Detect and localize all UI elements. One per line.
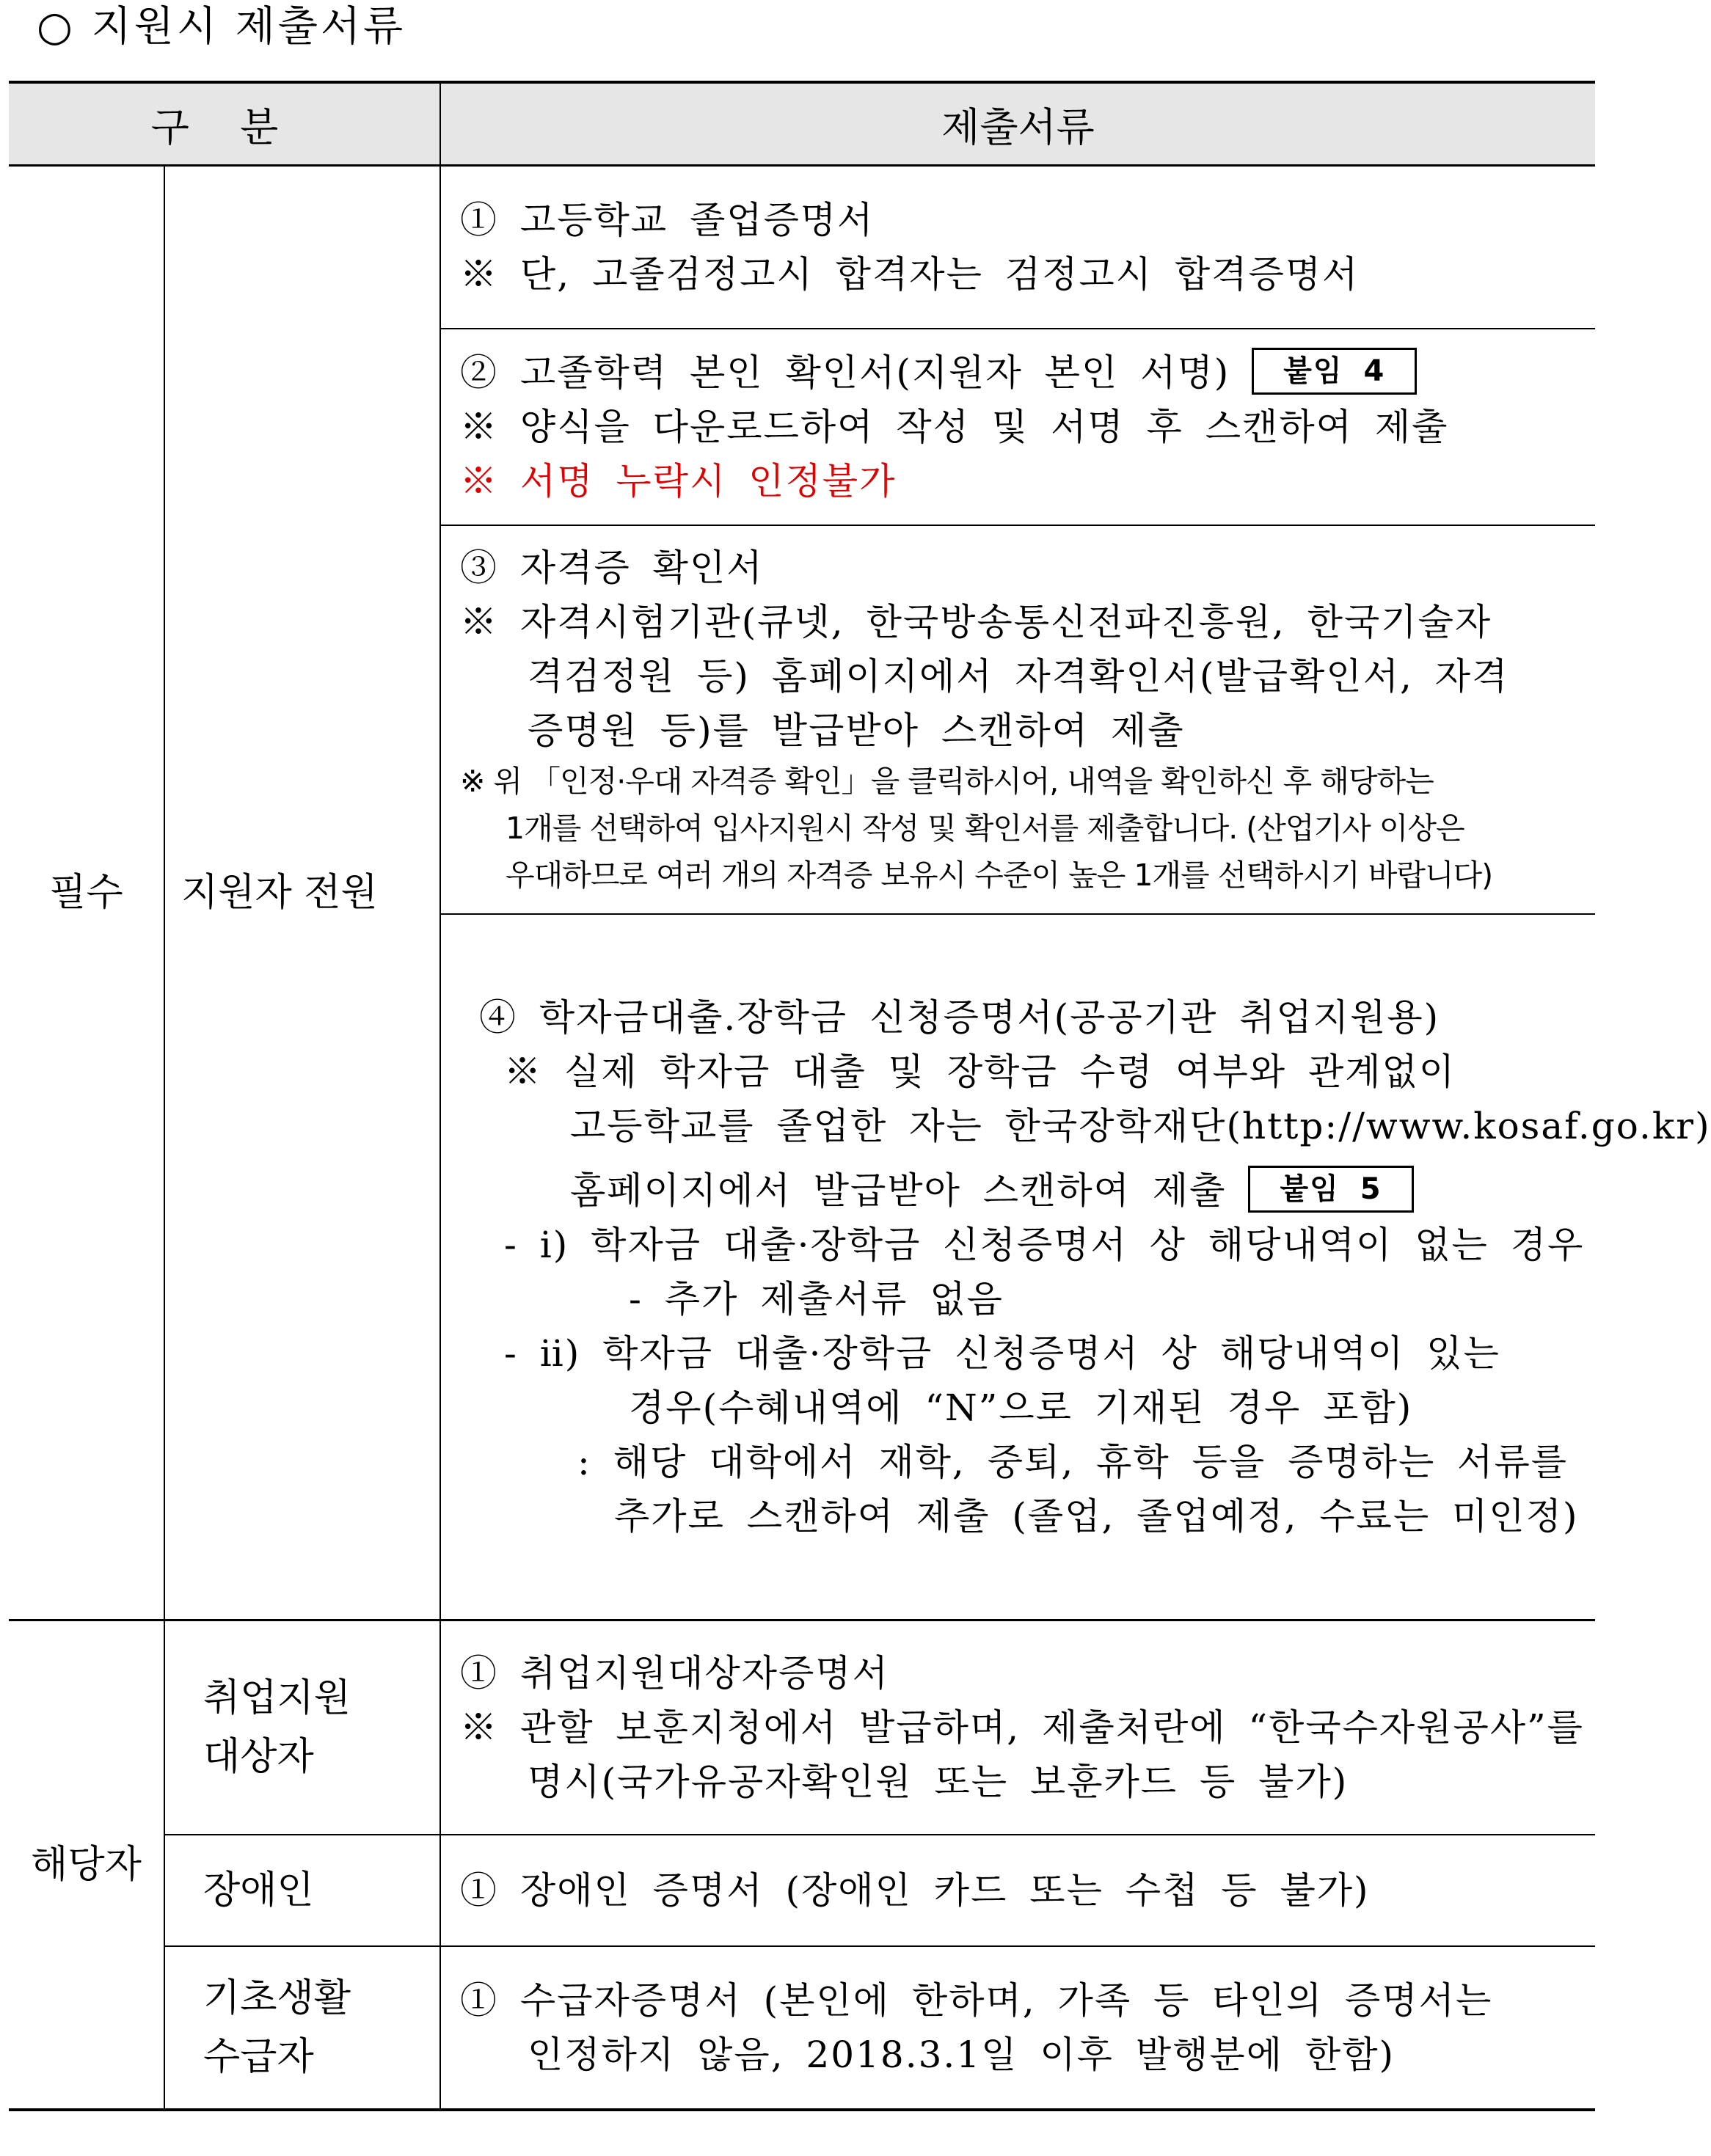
doc-line: 인정하지 않음, 2018.3.1일 이후 발행분에 한함) (528, 2033, 1396, 2076)
doc-line: ※ 단, 고졸검정고시 합격자는 검정고시 합격증명서 (460, 253, 1360, 296)
subcategory-employment-support (164, 1620, 440, 1835)
subcategory-basic-livelihood (164, 1946, 440, 2110)
doc-line: 격검정원 등) 홈페이지에서 자격확인서(발급확인서, 자격 (528, 655, 1509, 698)
doc-line: 고등학교를 졸업한 자는 한국장학재단(http://www.kosaf.go.kr) (570, 1105, 1711, 1147)
doc-cell-graduation (440, 166, 1595, 329)
subcategory-line: 기초생활 (203, 1976, 351, 2020)
header-documents: 제출서류 (440, 82, 1595, 166)
table-header (9, 82, 1595, 166)
doc-line: ④ 학자금대출.장학금 신청증명서(공공기관 취업지원용) (479, 996, 1440, 1039)
doc-cell-basic-livelihood (440, 1946, 1595, 2110)
doc-cell-student-loan (440, 914, 1711, 1620)
subcategory-disabled (164, 1835, 440, 1946)
table-row (9, 1835, 1595, 1946)
header-category: 구 분 (9, 82, 440, 166)
doc-line: ※ 실제 학자금 대출 및 장학금 수령 여부와 관계없이 (504, 1050, 1456, 1093)
table-row (9, 1946, 1595, 2110)
doc-line: ① 취업지원대상자증명서 (460, 1652, 889, 1695)
doc-line: : 해당 대학에서 재학, 중퇴, 휴학 등을 증명하는 서류를 (577, 1441, 1569, 1483)
doc-line: ※ 양식을 다운로드하여 작성 및 서명 후 스캔하여 제출 (460, 406, 1449, 448)
note-line: ※ 위 「인정·우대 자격증 확인」을 클릭하시어, 내역을 확인하신 후 해당하는 (460, 764, 1434, 799)
doc-line: ① 장애인 증명서 (장애인 카드 또는 수첩 등 불가) (460, 1869, 1370, 1912)
doc-line: 홈페이지에서 발급받아 스캔하여 제출 (570, 1169, 1227, 1212)
subcategory-all-applicants: 지원자 전원 (164, 166, 440, 1620)
doc-line: ② 고졸학력 본인 확인서(지원자 본인 서명) (460, 351, 1230, 394)
section-title: ○ 지원시 제출서류 (37, 3, 406, 51)
subcategory-line: 장애인 (203, 1868, 314, 1912)
doc-line: - 추가 제출서류 없음 (629, 1278, 1004, 1320)
doc-line: - ⅰ) 학자금 대출·장학금 신청증명서 상 해당내역이 없는 경우 (504, 1224, 1585, 1266)
note-line: 1개를 선택하여 입사지원시 작성 및 확인서를 제출합니다. (산업기사 이상은 (506, 811, 1464, 846)
attachment-badge: 붙임 4 (1252, 348, 1417, 395)
doc-line: 추가로 스캔하여 제출 (졸업, 졸업예정, 수료는 미인정) (614, 1495, 1579, 1538)
doc-cell-employment-support (440, 1620, 1595, 1835)
subcategory-line: 취업지원 (203, 1676, 351, 1720)
category-required: 필수 (9, 166, 164, 1620)
doc-line: ① 수급자증명서 (본인에 한하며, 가족 등 타인의 증명서는 (460, 1979, 1493, 2022)
doc-line: ③ 자격증 확인서 (460, 547, 764, 589)
doc-cell-certificate (440, 525, 1595, 914)
doc-cell-disabled (440, 1835, 1595, 1946)
table-row (9, 1620, 1595, 1835)
doc-line: 명시(국가유공자확인원 또는 보훈카드 등 불가) (528, 1761, 1349, 1803)
documents-table (9, 81, 1711, 2111)
subcategory-line: 대상자 (203, 1735, 314, 1779)
warning-line: ※ 서명 누락시 인정불가 (460, 460, 897, 503)
attachment-badge: 붙임 5 (1248, 1166, 1413, 1213)
category-applicable: 해당자 (9, 1620, 164, 2111)
doc-line: 증명원 등)를 발급받아 스캔하여 제출 (528, 709, 1185, 752)
table-row (9, 166, 1595, 329)
doc-line: ① 고등학교 졸업증명서 (460, 199, 875, 241)
doc-line: ※ 관할 보훈지청에서 발급하며, 제출처란에 “한국수자원공사”를 (460, 1706, 1584, 1749)
doc-cell-education-confirmation (440, 329, 1595, 525)
doc-line: - ⅱ) 학자금 대출·장학금 신청증명서 상 해당내역이 있는 (504, 1332, 1500, 1375)
doc-line: ※ 자격시험기관(큐넷, 한국방송통신전파진흥원, 한국기술자 (460, 601, 1492, 643)
note-line: 우대하므로 여러 개의 자격증 보유시 수준이 높은 1개를 선택하시기 바랍니다) (506, 858, 1493, 893)
subcategory-line: 수급자 (203, 2035, 314, 2079)
doc-line: 경우(수혜내역에 “N”으로 기재된 경우 포함) (629, 1386, 1413, 1429)
